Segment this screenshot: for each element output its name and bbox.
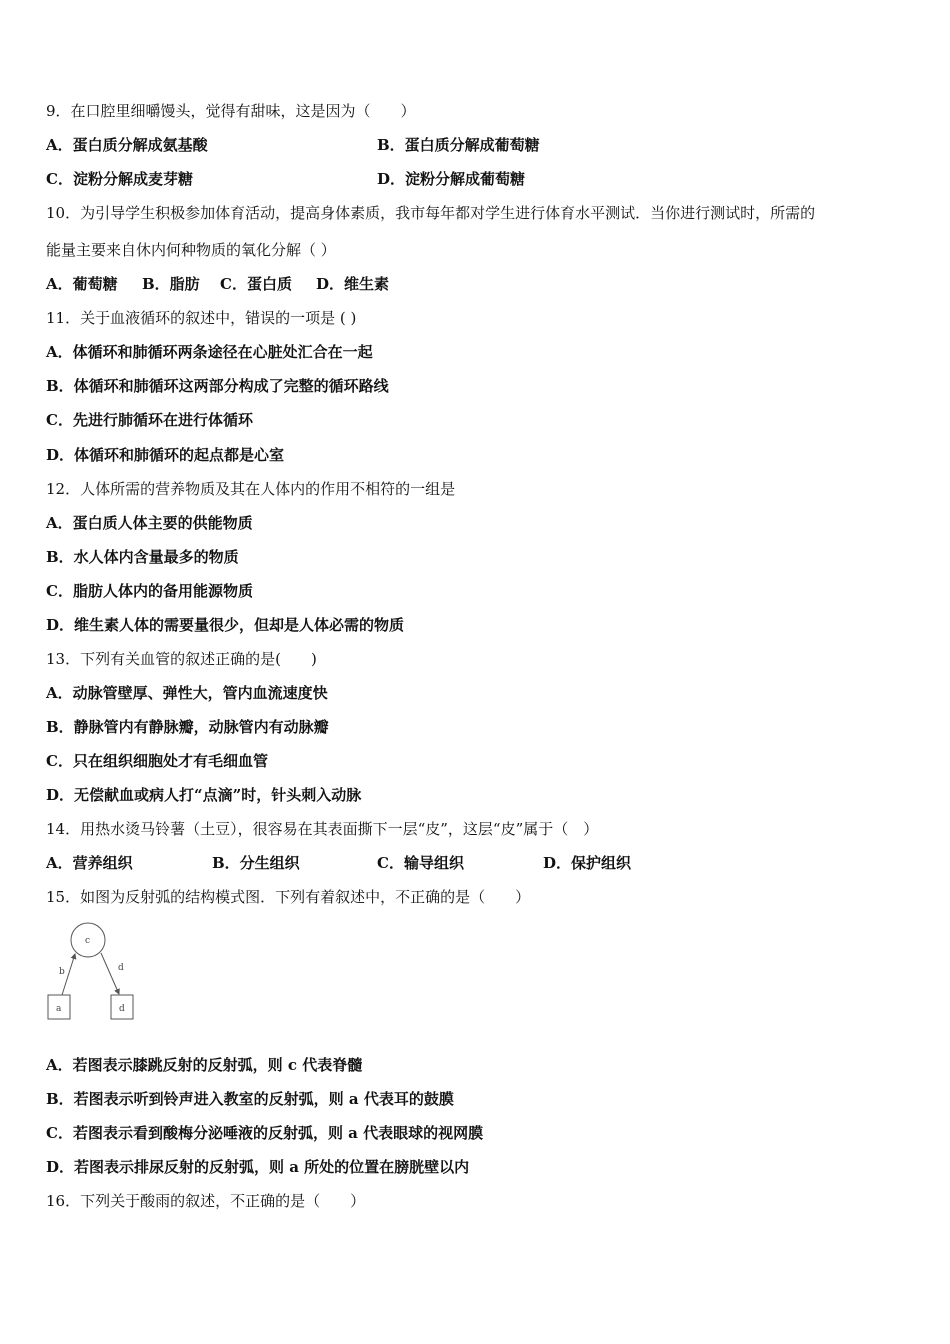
q13-option-d: D．无偿献血或病人打“点滴”时，针头刺入动脉 <box>46 786 362 804</box>
q12-option-c: C．脂肪人体内的备用能源物质 <box>46 582 253 600</box>
q10-option-d: D．维生素 <box>316 275 390 293</box>
q14-option-b: B．分生组织 <box>212 854 300 872</box>
question-12-stem: 12．人体所需的营养物质及其在人体内的作用不相符的一组是 <box>46 480 456 498</box>
q14-option-a: A．营养组织 <box>46 854 133 872</box>
q10-option-a: A．葡萄糖 <box>46 275 118 293</box>
q12-option-b: B．水人体内含量最多的物质 <box>46 548 239 566</box>
q13-option-b: B．静脉管内有静脉瓣，动脉管内有动脉瓣 <box>46 718 329 736</box>
label-c: c <box>85 936 91 946</box>
q15-option-a: A．若图表示膝跳反射的反射弧，则 c 代表脊髓 <box>46 1056 363 1074</box>
q13-option-a: A．动脉管壁厚、弹性大，管内血流速度快 <box>46 684 328 702</box>
label-b: b <box>59 967 65 977</box>
question-15-stem: 15．如图为反射弧的结构模式图．下列有着叙述中，不正确的是（ ） <box>46 888 531 906</box>
q12-option-d: D．维生素人体的需要量很少，但却是人体必需的物质 <box>46 616 405 634</box>
q11-option-a: A．体循环和肺循环两条途径在心脏处汇合在一起 <box>46 343 373 361</box>
q9-option-a: A．蛋白质分解成氨基酸 <box>46 136 208 154</box>
label-a: a <box>56 1004 62 1014</box>
reflex-arc-diagram <box>40 918 150 1028</box>
q11-option-d: D．体循环和肺循环的起点都是心室 <box>46 446 285 464</box>
label-d-box: d <box>119 1004 125 1014</box>
q14-option-c: C．输导组织 <box>377 854 464 872</box>
q10-option-c: C．蛋白质 <box>220 275 292 293</box>
q9-option-d: D．淀粉分解成葡萄糖 <box>377 170 526 188</box>
q15-option-c: C．若图表示看到酸梅分泌唾液的反射弧，则 a 代表眼球的视网膜 <box>46 1124 484 1142</box>
question-10-stem-line1: 10．为引导学生积极参加体育活动，提高身体素质，我市每年都对学生进行体育水平测试．当你进行测试时，所需的 <box>46 204 816 222</box>
question-10-stem-line2: 能量主要来自休内何种物质的氧化分解（ ） <box>46 241 336 259</box>
q9-option-b: B．蛋白质分解成葡萄糖 <box>377 136 540 154</box>
question-14-stem: 14．用热水烫马铃薯（土豆），很容易在其表面撕下一层“皮”，这层“皮”属于（ ） <box>46 820 599 838</box>
q14-option-d: D．保护组织 <box>543 854 632 872</box>
q11-option-b: B．体循环和肺循环这两部分构成了完整的循环路线 <box>46 377 389 395</box>
question-13-stem: 13．下列有关血管的叙述正确的是( ) <box>46 650 317 668</box>
q12-option-a: A．蛋白质人体主要的供能物质 <box>46 514 253 532</box>
question-16-stem: 16．下列关于酸雨的叙述，不正确的是（ ） <box>46 1192 366 1210</box>
q11-option-c: C．先进行肺循环在进行体循环 <box>46 411 253 429</box>
label-d-arrow: d <box>118 963 124 973</box>
question-11-stem: 11．关于血液循环的叙述中，错误的一项是 ( ) <box>46 309 357 327</box>
efferent-arrow-d <box>101 953 119 994</box>
question-9-stem: 9．在口腔里细嚼馒头，觉得有甜味，这是因为（ ） <box>46 102 416 120</box>
q15-option-b: B．若图表示听到铃声进入教室的反射弧，则 a 代表耳的鼓膜 <box>46 1090 454 1108</box>
q9-option-c: C．淀粉分解成麦芽糖 <box>46 170 193 188</box>
q10-option-b: B．脂肪 <box>142 275 200 293</box>
q15-option-d: D．若图表示排尿反射的反射弧，则 a 所处的位置在膀胱壁以内 <box>46 1158 470 1176</box>
q13-option-c: C．只在组织细胞处才有毛细血管 <box>46 752 268 770</box>
